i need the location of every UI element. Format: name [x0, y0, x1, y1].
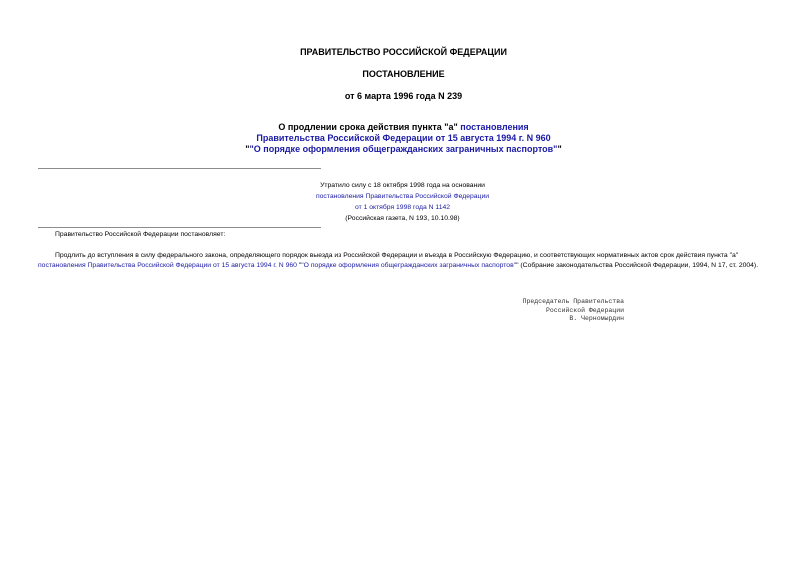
divider-top [38, 168, 321, 169]
signature-block [523, 298, 624, 324]
date-number-heading: от 6 марта 1996 года N 239 [344, 91, 463, 101]
divider-bottom [38, 227, 321, 228]
signature-name: В. Черномырдин [569, 315, 624, 322]
status-note-source: (Российская газета, N 193, 10.10.98) [345, 215, 460, 222]
status-note [300, 180, 505, 224]
body-link-resolution[interactable]: постановления Правительства Российской Федерации от 15 августа 1994 г. N 960 [38, 262, 297, 269]
body-link-resolution-name[interactable]: "О порядке оформления общегражданских заграничных паспортов" [301, 262, 517, 269]
title-link-resolution-details[interactable]: Правительства Российской Федерации от 15 августа 1994 г. N 960 [256, 133, 551, 143]
body-paragraph-start: Продлить до вступления в силу федерального закона, определяющего порядок выезда из Российской Федерации и въезда в Российскую Федерацию, и соответствующих нормативных актов срок действия пункта "а" [55, 252, 739, 259]
body-intro: Правительство Российской Федерации постановляет: [55, 231, 226, 238]
title-link-resolution-name[interactable]: "О порядке оформления общегражданских заграничных паспортов" [249, 144, 558, 154]
title-link-resolution[interactable]: постановления [460, 122, 529, 132]
status-note-link-2[interactable]: от 1 октября 1998 года N 1142 [354, 204, 451, 211]
doc-type-heading: ПОСТАНОВЛЕНИЕ [362, 69, 445, 79]
status-note-link-1[interactable]: постановления Правительства Российской Федерации [315, 193, 490, 200]
body-paragraph: Продлить до вступления в силу федерального закона, определяющего порядок выезда из Российской Федерации и въезда в Российскую Федерацию, и соответствующих нормативных актов срок действия пункта "а" постановления Правительства Российской Федерации от 15 августа 1994 г. N 960 ""О порядке оформления общегражданских заграничных паспортов"" (Собрание законодательства Российской Федерации, 1994, N 17, ст. 2004). [38, 252, 759, 269]
org-heading: ПРАВИТЕЛЬСТВО РОССИЙСКОЙ ФЕДЕРАЦИИ [300, 47, 507, 57]
status-note-line-1: Утратило силу с 18 октября 1998 года на основании [320, 182, 485, 189]
signature-country: Российской Федерации [545, 306, 624, 314]
signature-title: Председатель Правительства [522, 298, 624, 305]
title-line-1 [0, 122, 807, 133]
document-title: О продлении срока действия пункта "а" постановления Правительства Российской Федерации от 15 августа 1994 г. N 960 ""О порядке оформления общегражданских заграничных паспортов"" [0, 122, 807, 155]
title-plain-text: О продлении срока действия пункта "а" [278, 122, 461, 132]
body-paragraph-end: (Собрание законодательства Российской Федерации, 1994, N 17, ст. 2004). [518, 262, 759, 269]
